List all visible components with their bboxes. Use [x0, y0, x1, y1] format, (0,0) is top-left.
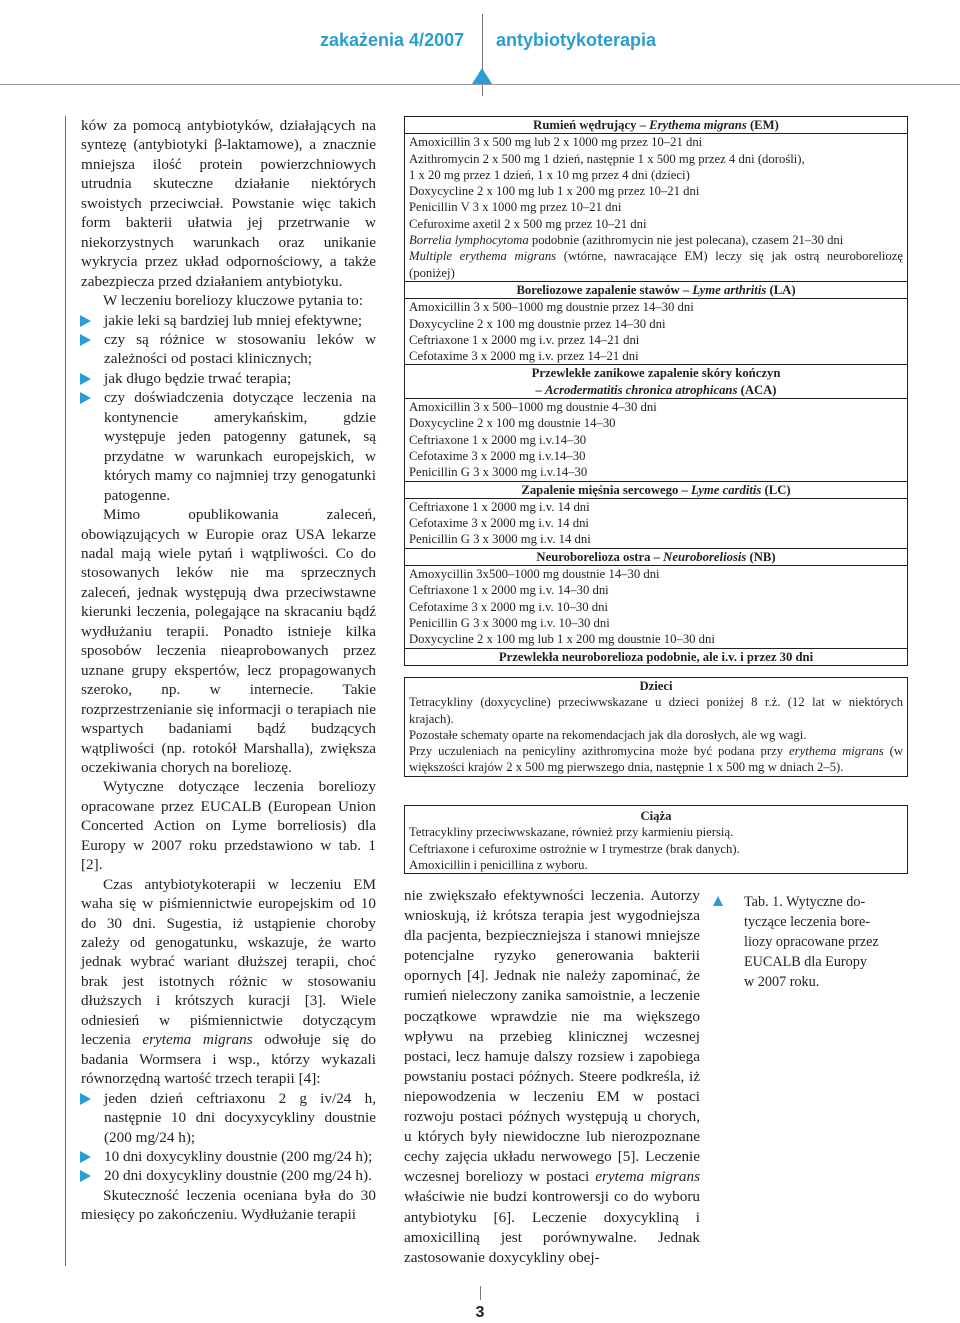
table-section-heading: Neuroborelioza ostra – Neuroboreliosis (NB): [405, 548, 907, 566]
caption-line: w 2007 roku.: [744, 974, 820, 990]
table-section-heading: Przewlekła neuroborelioza podobnie, ale i.v. i przez 30 dni: [405, 648, 907, 665]
table-section-heading: Zapalenie mięśnia sercowego – Lyme carditis (LC): [405, 481, 907, 499]
table-row: Amoxicillin 3 x 500–1000 mg doustnie przez 14–30 dni: [409, 300, 694, 315]
paragraph: nie zwiększało efektywności leczenia. Autorzy wnioskują, iż krótsza terapia jest wygodniejsza dla pacjenta, bezpieczniejsza i stanowi mniejsze potencjalne ryzyko generowania bakterii opornych [4]. Jednak nie należy zapominać, że rumień nieleczony zanika samoistnie, a leczenie początkowe wprawdzie nie ma większego wpływu na przebieg klinicznej wczesnej postaci, lecz hamuje dalszy rozsiew i zapobiega powstaniu postaci późnych. Steere podkreśla, iż niepowodzenia w leczeniu EM w postaci rozwoju postaci późnych występują u chorych, u których były niewidoczne lub nierozpoznane cechy zajęcia układu nerwowego [5]. Leczenie wczesnej boreliozy w postaci erytema migrans właściwie nie budzi kontrowersji co do wyboru antybiotyku [6]. Leczenie doxycykliną i amoxicilliną jest porównywalne. Jednak zastosowanie doxycykliny obej-: [404, 887, 700, 1266]
bullet-list: [66, 311, 376, 506]
page-header: [0, 0, 960, 95]
table-row: Doxycycline 2 x 100 mg doustnie 14–30: [409, 416, 616, 431]
box-line: Przy uczuleniach na penicyliny azithromycina może być podana przy erythema migrans (w większości krajów 2 x 500 mg pierwszego dnia, następnie 1 x 500 mg w dniach 2–5).: [409, 744, 904, 775]
table-row: Penicillin G 3 x 3000 mg i.v.14–30: [409, 465, 588, 480]
triangle-icon: [472, 68, 492, 84]
right-text-column: [404, 886, 700, 1268]
paragraph: Czas antybiotykoterapii w leczeniu EM waha się w piśmiennictwie europejskim od 10 do 30 dni. Sugestia, iż ustąpienie choroby zależy od genogatunku, wskazuje, że warto jednak wybrać wariant dłuższej terapii, choć brak jest istotnych różnic w stosowaniu dłuższych i krótszych kuracji [3]. Wiele odniesień w piśmiennictwie dotyczącym leczenia erytema migrans odwołuje się do badania Wormsera i wsp., którzy wykazali równorzędną wartość trzech terapii [4]:: [81, 875, 376, 1088]
pregnancy-box: [404, 805, 908, 874]
arrow-bullet-icon: [80, 334, 91, 346]
table-row: Penicillin V 3 x 1000 mg przez 10–21 dni: [409, 200, 622, 215]
table-row: Borrelia lymphocytoma podobnie (azithromycin nie jest polecana), czasem 21–30 dni: [409, 233, 844, 248]
table-row: Doxycycline 2 x 100 mg lub 1 x 200 mg doustnie 10–30 dni: [409, 632, 715, 647]
table-row: Penicillin G 3 x 3000 mg i.v. 14 dni: [409, 532, 591, 547]
table-row: Doxycycline 2 x 100 mg doustnie przez 14–30 dni: [409, 316, 666, 331]
box-line: Tetracykliny przeciwwskazane, również przy karmieniu piersią.: [409, 825, 734, 840]
list-item: czy doświadczenia dotyczące leczenia na kontynencie amerykańskim, gdzie występuje jeden patogenny gatunek, są przydatne w warunkach europejskich, w których mamy co najmniej trzy genogatunki patogenne.: [66, 388, 376, 505]
journal-title: zakażenia 4/2007: [320, 30, 465, 50]
box-line: Ceftriaxone i cefuroxime ostrożnie w I trymestrze (brak danych).: [409, 841, 740, 856]
paragraph: W leczeniu boreliozy kluczowe pytania to:: [103, 292, 363, 310]
paragraph: ków za pomocą antybiotyków, działających na syntezę (antybiotyki β-laktamowe), a znacznie mniejsza ilość protein powierzchniowych utrudnia skuteczne działanie niektórych swoistych przeciwciał. Powstanie więc takich form bakterii ułatwia jej przetrwanie w niekorzystnych warunkach oraz unikanie wykrycia przez układ odpornościowy, a także zabezpiecza przed działaniem antybiotyku.: [81, 117, 376, 290]
triangle-icon: [713, 896, 723, 906]
children-box: [404, 677, 908, 777]
table-row: Amoxycillin 3x500–1000 mg doustnie 14–30 dni: [409, 567, 660, 582]
arrow-bullet-icon: [80, 1151, 91, 1163]
table-row: Ceftriaxone 1 x 2000 mg i.v.14–30: [409, 432, 587, 447]
list-item: jakie leki są bardziej lub mniej efektywne;: [66, 311, 376, 330]
table-section-heading: – Acrodermatitis chronica atrophicans (ACA): [405, 382, 907, 399]
list-item: 10 dni doxycykliny doustnie (200 mg/24 h);: [66, 1147, 376, 1166]
footer-rule: [480, 1286, 481, 1300]
section-title: antybiotykoterapia: [496, 30, 657, 50]
arrow-bullet-icon: [80, 315, 91, 327]
list-item: czy są różnice w stosowaniu leków w zależności od postaci klinicznych;: [66, 330, 376, 369]
table-row: Doxycycline 2 x 100 mg lub 1 x 200 mg przez 10–21 dni: [409, 184, 700, 199]
table-row: Penicillin G 3 x 3000 mg i.v. 10–30 dni: [409, 615, 610, 630]
header-rule: [0, 84, 960, 85]
table-row: Amoxicillin 3 x 500 mg lub 2 x 1000 mg przez 10–21 dni: [409, 135, 703, 150]
left-column: [65, 116, 376, 1266]
list-item: jeden dzień ceftriaxonu 2 g iv/24 h, następnie 10 dni docyxycykliny doustnie (200 mg/24 h);: [66, 1089, 376, 1147]
box-heading: Ciąża: [640, 809, 672, 823]
table-section-heading: Przewlekłe zanikowe zapalenie skóry kończyn: [405, 364, 907, 381]
caption-line: EUCALB dla Europy: [744, 954, 867, 970]
paragraph: Wytyczne dotyczące leczenia boreliozy opracowane przez EUCALB (European Union Concerted Action on Lyme borreliosis) dla Europy w 2007 roku przedstawiono w tab. 1 [2].: [81, 778, 376, 874]
box-line: Tetracykliny (doxycycline) przeciwwskazane u dzieci poniżej 8 r.ż. (12 lat w niektórych krajach).: [409, 695, 903, 726]
table-row: Azithromycin 2 x 500 mg 1 dzień, następnie 1 x 500 mg przez 4 dni (dorośli),: [409, 151, 805, 166]
box-line: Pozostałe schematy oparte na rekomendacjach jak dla dorosłych, ale wg wagi.: [409, 727, 807, 742]
arrow-bullet-icon: [80, 1170, 91, 1182]
table-section-heading: Boreliozowe zapalenie stawów – Lyme arthritis (LA): [405, 281, 907, 299]
box-heading: Dzieci: [639, 679, 673, 693]
bullet-list: [66, 1089, 376, 1186]
arrow-bullet-icon: [80, 392, 91, 404]
caption-line: tyczące leczenia bore-: [744, 914, 871, 930]
table-row: Cefotaxime 3 x 2000 mg i.v. 14 dni: [409, 516, 589, 531]
table-row: Ceftriaxone 1 x 2000 mg i.v. 14 dni: [409, 499, 590, 514]
box-line: Amoxicillin i penicillina z wyboru.: [409, 857, 588, 872]
caption-line: Tab. 1. Wytyczne do-: [744, 894, 866, 910]
table-row: Multiple erythema migrans (wtórne, nawracające EM) leczy się jak ostrą neuroboreliozę (poniżej): [409, 249, 904, 280]
table-row: Cefuroxime axetil 2 x 500 mg przez 10–21 dni: [409, 216, 647, 231]
table-row: Cefotaxime 3 x 2000 mg i.v. 10–30 dni: [409, 599, 608, 614]
list-item: jak długo będzie trwać terapia;: [66, 369, 376, 388]
table-row: Cefotaxime 3 x 2000 mg i.v. przez 14–21 dni: [409, 349, 639, 364]
paragraph: Mimo opublikowania zaleceń, obowiązujących w Europie oraz USA lekarze nadal mają wiele pytań i wątpliwości. Co do stosowanych leków nie ma sprzecznych zaleceń, jednak występują dwa przeciwstawne kierunki leczenia, polegające na skracaniu bądź wydłużaniu terapii. Ponadto istnieje kilka sposobów leczenia nieaprobowanych przez uznane grupy ekspertów, lecz propagowanych szeroko, np. w internecie. Takie rozprzestrzenianie się informacji o terapiach nie wspartych badaniami bądź budzących wątpliwości (np. rotokół Marshalla), zwiększa oczekiwania chorych na boreliozę.: [81, 506, 376, 776]
table-row: Ceftriaxone 1 x 2000 mg i.v. 14–30 dni: [409, 583, 609, 598]
list-item: 20 dni doxycykliny doustnie (200 mg/24 h).: [66, 1166, 376, 1185]
arrow-bullet-icon: [80, 373, 91, 385]
table-caption: [726, 892, 904, 992]
table-row: Ceftriaxone 1 x 2000 mg i.v. przez 14–21 dni: [409, 332, 640, 347]
treatment-table: [404, 116, 908, 666]
table-section-heading: Rumień wędrujący – Erythema migrans (EM): [405, 117, 907, 134]
table-row: Amoxicillin 3 x 500–1000 mg doustnie 4–30 dni: [409, 400, 657, 415]
paragraph: Skuteczność leczenia oceniana była do 30 miesięcy po zakończeniu. Wydłużanie terapii: [81, 1186, 376, 1224]
table-row: Cefotaxime 3 x 2000 mg i.v.14–30: [409, 448, 586, 463]
caption-line: liozy opracowane przez: [744, 934, 879, 950]
table-row: 1 x 20 mg przez 1 dzień, 1 x 10 mg przez 4 dni (dzieci): [409, 167, 690, 182]
page-number: 3: [475, 1304, 485, 1321]
arrow-bullet-icon: [80, 1093, 91, 1105]
